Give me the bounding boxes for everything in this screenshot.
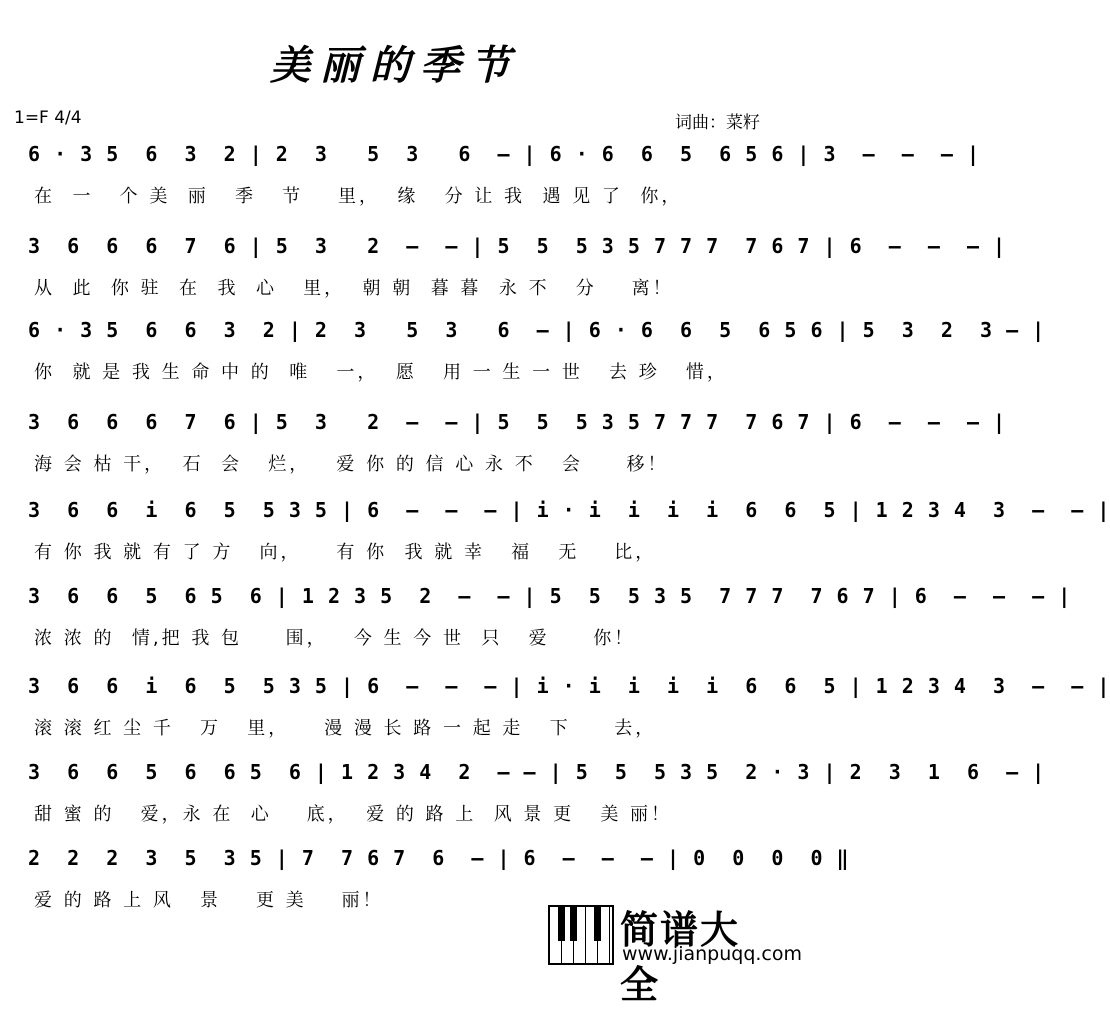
credit: 词曲：菜籽 [675,113,760,133]
lyrics-row: 海 会 枯 干， 石 会 烂， 爱 你 的 信 心 永 不 会 移！ [34,454,669,475]
lyrics-row: 滚 滚 红 尘 千 万 里， 漫 漫 长 路 一 起 走 下 去， [34,718,657,739]
site-watermark [548,897,802,1007]
song-title: 美丽的季节 [270,42,520,89]
piano-keys-icon [548,905,614,965]
lyrics-row: 甜 蜜 的 爱，永 在 心 底， 爱 的 路 上 风 景 更 美 丽！ [34,804,673,825]
watermark-brand: 简谱大全 [620,908,741,1007]
notation-row: 3 6 6 i 6 5 5 3 5 | 6 – – – | i · i i i i 6 6 5 | 1 2 3 4 3 – – | [28,498,1110,522]
watermark-url: www.jianpuqq.com [622,943,802,965]
notation-row: 6 · 3 5 6 6 3 2 | 2 3 5 3 6 – | 6 · 6 6 5 6 5 6 | 5 3 2 3 – | [28,318,1046,342]
lyrics-row: 浓 浓 的 情,把 我 包 围， 今 生 今 世 只 爱 你！ [34,628,636,649]
lyrics-row: 在 一 个 美 丽 季 节 里， 缘 分 让 我 遇 见 了 你， [34,186,683,207]
lyrics-row: 有 你 我 就 有 了 方 向， 有 你 我 就 幸 福 无 比， [34,542,657,563]
notation-row: 6 · 3 5 6 3 2 | 2 3 5 3 6 – | 6 · 6 6 5 6 5 6 | 3 – – – | [28,142,980,166]
lyrics-row: 从 此 你 驻 在 我 心 里， 朝 朝 暮 暮 永 不 分 离！ [34,278,674,299]
notation-row: 3 6 6 6 7 6 | 5 3 2 – – | 5 5 5 3 5 7 7 7 7 6 7 | 6 – – – | [28,234,1007,258]
notation-row: 3 6 6 6 7 6 | 5 3 2 – – | 5 5 5 3 5 7 7 7 7 6 7 | 6 – – – | [28,410,1007,434]
key-signature: 1=F 4/4 [14,108,82,128]
notation-row: 3 6 6 5 6 5 6 | 1 2 3 5 2 – – | 5 5 5 3 5 7 7 7 7 6 7 | 6 – – – | [28,584,1072,608]
notation-row: 3 6 6 5 6 6 5 6 | 1 2 3 4 2 – – | 5 5 5 3 5 2 · 3 | 2 3 1 6 – | [28,760,1046,784]
lyrics-row: 爱 的 路 上 风 景 更 美 丽！ [34,890,384,911]
notation-row: 2 2 2 3 5 3 5 | 7 7 6 7 6 – | 6 – – – | 0 0 0 0 ‖ [28,846,850,870]
notation-row: 3 6 6 i 6 5 5 3 5 | 6 – – – | i · i i i i 6 6 5 | 1 2 3 4 3 – – | [28,674,1110,698]
lyrics-row: 你 就 是 我 生 命 中 的 唯 一， 愿 用 一 生 一 世 去 珍 惜， [34,362,728,383]
